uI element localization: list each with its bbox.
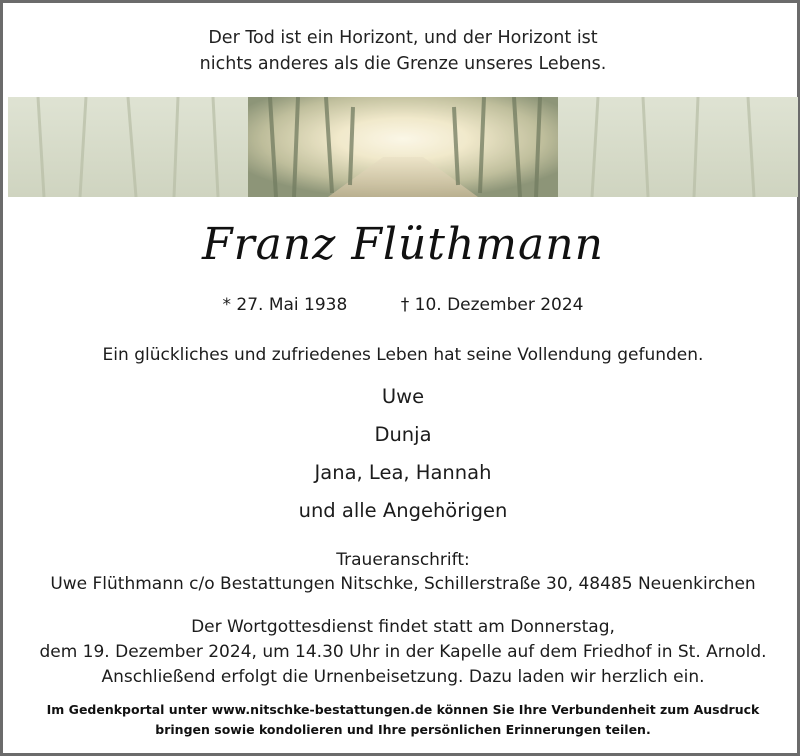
mourner-4: und alle Angehörigen [298,499,508,522]
mourner-1: Uwe [381,385,425,408]
portal-line-1: Im Gedenkportal unter www.nitschke-bestattungen.de können Sie Ihre Verbundenheit zum Ausdruck [46,702,760,717]
service-line-3: Anschließend erfolgt die Urnenbeisetzung. Dazu laden wir herzlich ein. [101,667,705,687]
motto: Ein glückliches und zufriedenes Leben hat seine Vollendung gefunden. [102,345,704,365]
mourner-2: Dunja [374,423,432,446]
address-label: Traueranschrift: [336,550,470,570]
mourner-3: Jana, Lea, Hannah [314,461,492,484]
deceased-name: Franz Flüthmann [202,219,604,270]
death-date: † 10. Dezember 2024 [400,295,584,315]
memorial-portal-note [3,700,800,740]
quote [3,25,800,77]
life-dates [3,293,800,317]
portal-line-2: bringen sowie kondolieren und Ihre persönlichen Erinnerungen teilen. [155,722,651,737]
forest-path-image [8,97,798,197]
service-line-2: dem 19. Dezember 2024, um 14.30 Uhr in der Kapelle auf dem Friedhof in St. Arnold. [39,642,767,662]
birth-date: * 27. Mai 1938 [222,295,348,315]
service-line-1: Der Wortgottesdienst findet statt am Donnerstag, [191,617,615,637]
service-info [3,615,800,690]
quote-line-2: nichts anderes als die Grenze unseres Lebens. [199,54,607,74]
mourning-address [3,548,800,596]
quote-line-1: Der Tod ist ein Horizont, und der Horizont ist [208,28,598,48]
address-text: Uwe Flüthmann c/o Bestattungen Nitschke, Schillerstraße 30, 48485 Neuenkirchen [50,574,756,594]
